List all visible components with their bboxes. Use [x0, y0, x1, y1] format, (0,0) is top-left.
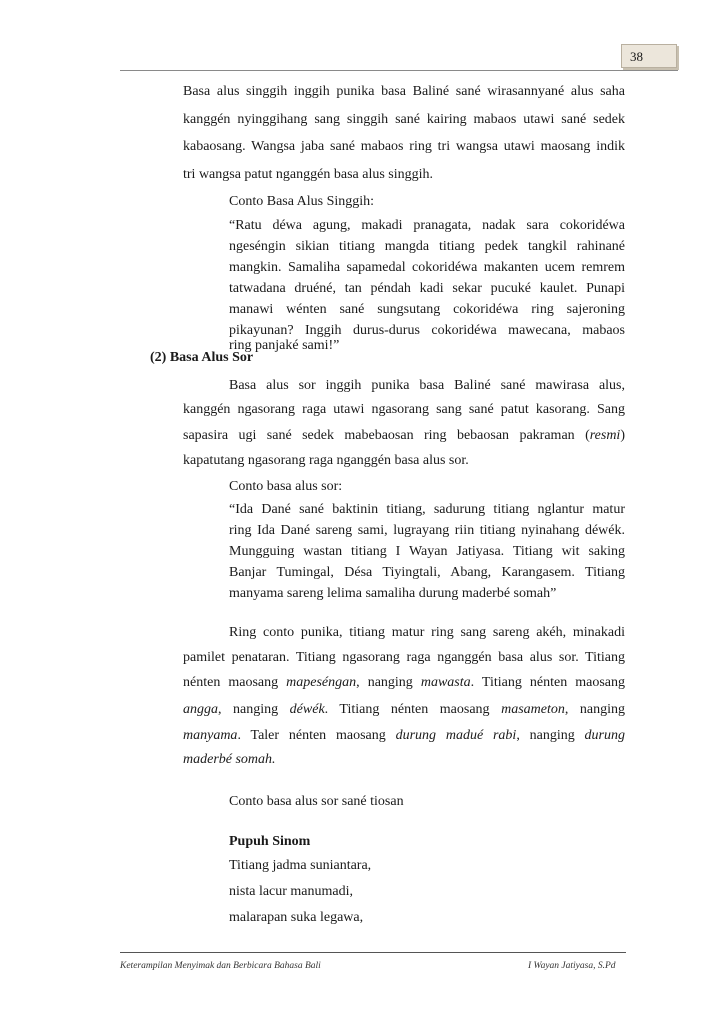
italic-term: mapeséngan — [286, 675, 357, 690]
paragraph-1-line-2: kanggén nyinggihang sang singgih sané kairing mabaos utawi sané sedek — [183, 112, 625, 127]
example-3-title: Conto basa alus sor sané tiosan — [229, 794, 404, 809]
footer-rule — [120, 952, 626, 953]
paragraph-3-line-6: maderbé somah. — [183, 752, 276, 767]
italic-term: angga — [183, 702, 218, 717]
italic-term: durung — [584, 728, 625, 743]
text-segment: . Taler nénten maosang — [237, 728, 396, 743]
text-segment: , nanging — [564, 702, 625, 717]
example-2-quote-line-3: Mungguing wastan titiang I Wayan Jatiyasa. Titiang wit saking — [229, 544, 625, 559]
footer-left: Keterampilan Menyimak dan Berbicara Bahasa Bali — [120, 961, 321, 971]
example-1-quote-line-5: manawi wénten sané sungsutang cokoridéwa ring sajeroning — [229, 302, 625, 317]
poem-line-2: nista lacur manumadi, — [229, 884, 354, 899]
example-1-quote-line-7: ring panjaké sami!” — [229, 338, 340, 353]
text-segment: . Titiang nénten maosang — [324, 702, 502, 717]
footer-right: I Wayan Jatiyasa, S.Pd — [528, 961, 616, 971]
example-1-quote-line-1: “Ratu déwa agung, makadi pranagata, nadak sara cokoridéwa — [229, 218, 625, 233]
paragraph-3-line-1: Ring conto punika, titiang matur ring sang sareng akéh, minakadi — [229, 625, 625, 640]
example-2-quote-line-4: Banjar Tumingal, Désa Tiyingtali, Abang, Karangasem. Titiang — [229, 565, 625, 580]
example-1-quote-line-6: pikayunan? Inggih durus-durus cokoridéwa mawecana, mabaos — [229, 323, 625, 338]
text-segment: , nanging — [356, 675, 421, 690]
example-1-quote-line-3: mangkin. Samaliha sapamedal cokoridéwa makanten ucem remrem — [229, 260, 625, 275]
page-number-box — [621, 44, 677, 68]
italic-term: déwék — [289, 702, 325, 717]
poem-title: Pupuh Sinom — [229, 834, 311, 849]
example-1-quote-line-4: tatwadana druéné, tan péndah kadi sekar pucuké kaulet. Punapi — [229, 281, 625, 296]
paragraph-1-line-1: Basa alus singgih inggih punika basa Baliné sané wirasannyané alus saha — [183, 84, 625, 99]
text-segment: , nanging — [218, 702, 290, 717]
paragraph-2-line-1: Basa alus sor inggih punika basa Baliné sané mawirasa alus, — [229, 378, 625, 393]
italic-term: manyama — [183, 728, 238, 743]
header-rule — [120, 70, 678, 71]
poem-line-1: Titiang jadma suniantara, — [229, 858, 372, 873]
example-2-quote-line-5: manyama sareng lelima samaliha durung maderbé somah” — [229, 586, 557, 601]
text-segment: nénten maosang — [183, 675, 287, 690]
example-2-quote-line-1: “Ida Dané sané baktinin titiang, sadurung titiang nglantur matur — [229, 502, 625, 517]
paragraph-1-line-3: kabaosang. Wangsa jaba sané mabaos ring tri wangsa utawi maosang indik — [183, 139, 625, 154]
text-segment: , nanging — [516, 728, 585, 743]
example-2-quote-line-2: ring Ida Dané sareng sami, lugrayang riin titiang nyinahang déwék. — [229, 523, 625, 538]
text-segment: . Titiang nénten maosang — [470, 675, 625, 690]
paragraph-3-line-3 — [183, 675, 625, 691]
italic-term: masameton — [501, 702, 565, 717]
paragraph-1-line-4: tri wangsa patut nganggén basa alus singgih. — [183, 167, 434, 182]
paragraph-3-line-2: pamilet penataran. Titiang ngasorang raga nganggén basa alus sor. Titiang — [183, 650, 625, 665]
poem-line-3: malarapan suka legawa, — [229, 910, 364, 925]
section-2-heading: (2) Basa Alus Sor — [150, 350, 254, 365]
example-2-title: Conto basa alus sor: — [229, 479, 343, 494]
paragraph-2-line-4: kapatutang ngasorang raga nganggén basa alus sor. — [183, 453, 469, 468]
italic-term: mawasta — [420, 675, 471, 690]
paragraph-3-line-4 — [183, 702, 625, 718]
paragraph-2-line-2: kanggén ngasorang raga utawi ngasorang sang sané patut kasorang. Sang — [183, 402, 625, 417]
italic-term: resmi — [589, 428, 621, 443]
example-1-title: Conto Basa Alus Singgih: — [229, 194, 375, 209]
example-1-quote-line-2: ngeséngin sikian titiang mangda titiang pedek tangkil rahinané — [229, 239, 625, 254]
paragraph-3-line-5 — [183, 728, 625, 744]
page-number: 38 — [630, 49, 643, 64]
italic-term: durung madué rabi — [395, 728, 517, 743]
paragraph-2-line-3: sapasira ugi sané sedek mabebaosan ring bebaosan pakraman (resmi) — [183, 428, 625, 443]
